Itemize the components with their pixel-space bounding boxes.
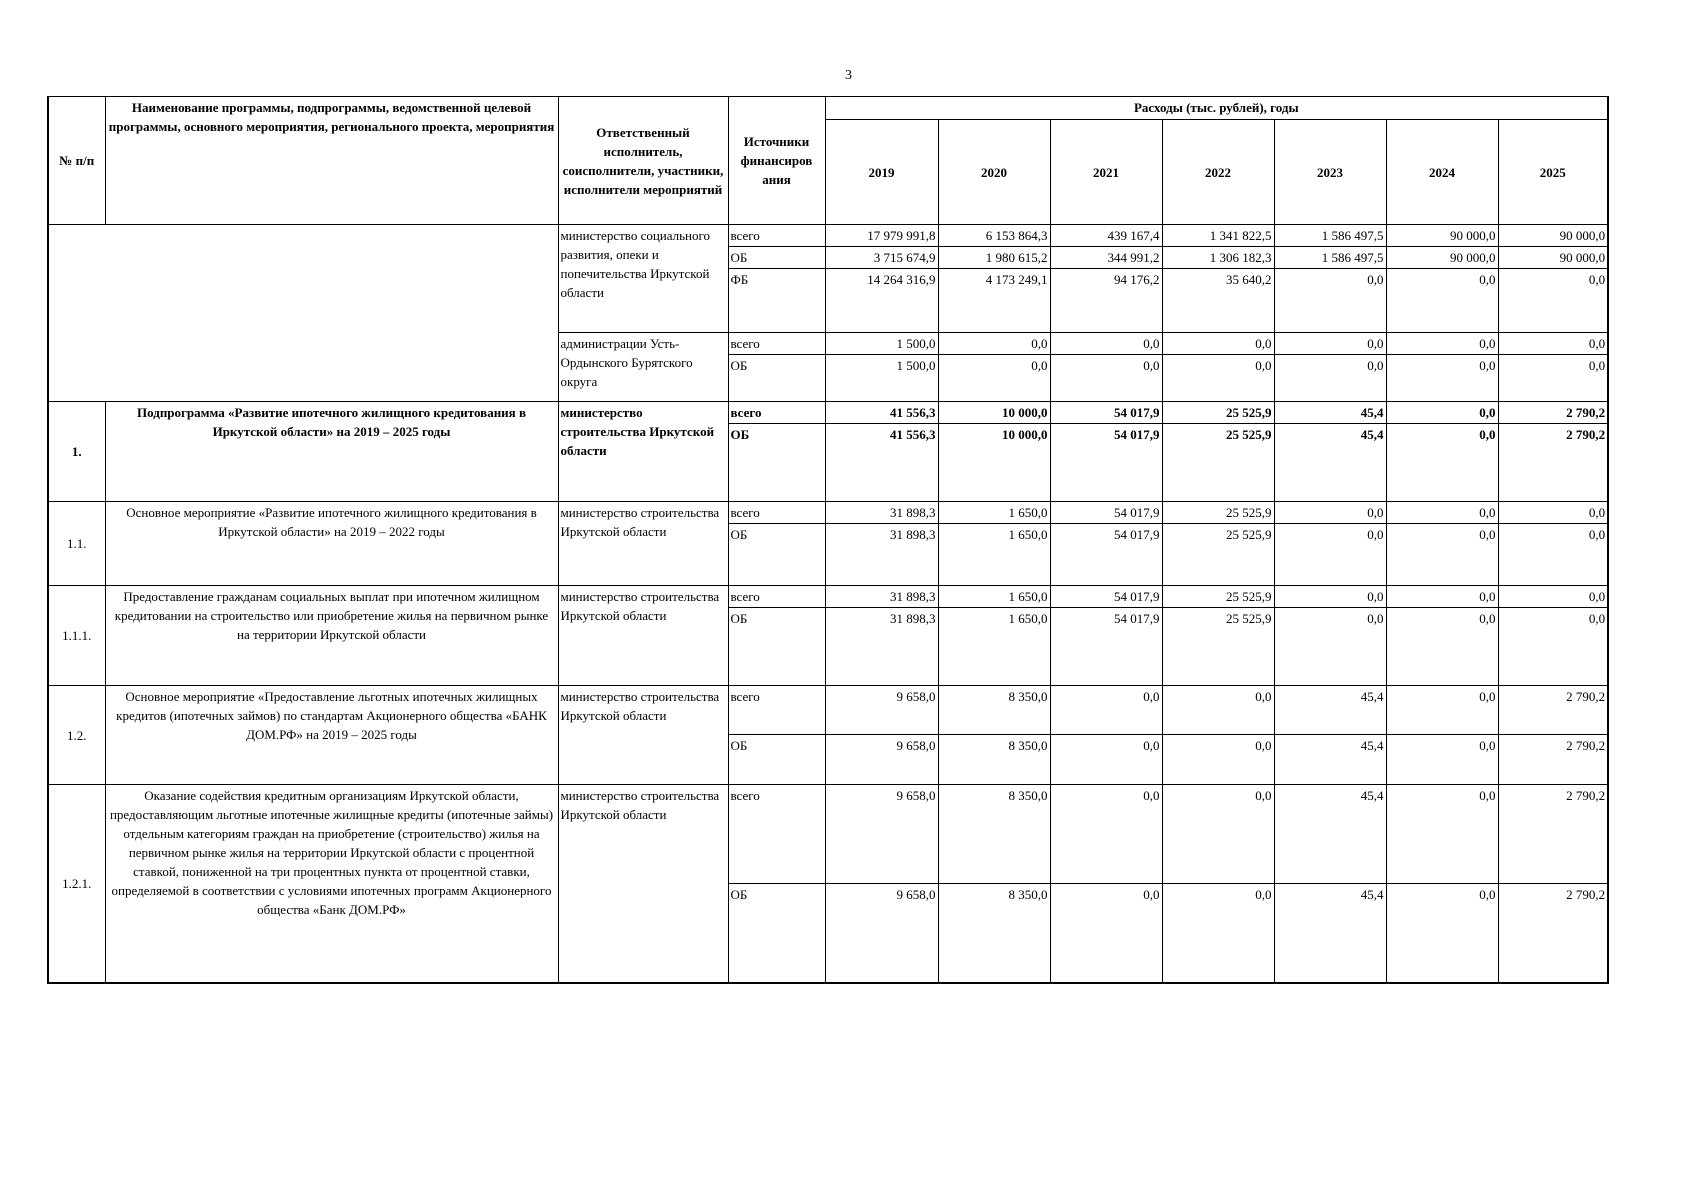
value-cell: 0,0: [1162, 785, 1274, 884]
value-cell: 90 000,0: [1498, 225, 1608, 247]
row-number: 1.2.1.: [48, 785, 105, 983]
header-num: № п/п: [48, 97, 105, 225]
source-cell: всего: [728, 586, 825, 608]
value-cell: 0,0: [1274, 524, 1386, 586]
header-name: Наименование программы, подпрограммы, ведомственной целевой программы, основного мероприятия, регионального проекта, мероприятия: [105, 97, 558, 225]
value-cell: 0,0: [938, 355, 1050, 402]
source-cell: всего: [728, 333, 825, 355]
value-cell: 8 350,0: [938, 735, 1050, 785]
value-cell: 9 658,0: [825, 686, 938, 735]
value-cell: 1 500,0: [825, 355, 938, 402]
value-cell: 1 500,0: [825, 333, 938, 355]
value-cell: 6 153 864,3: [938, 225, 1050, 247]
value-cell: 0,0: [1162, 333, 1274, 355]
value-cell: 0,0: [1274, 333, 1386, 355]
value-cell: 90 000,0: [1498, 247, 1608, 269]
value-cell: 0,0: [1162, 884, 1274, 983]
source-cell: ОБ: [728, 608, 825, 686]
value-cell: 9 658,0: [825, 735, 938, 785]
source-cell: всего: [728, 785, 825, 884]
source-cell: ФБ: [728, 269, 825, 333]
value-cell: 25 525,9: [1162, 524, 1274, 586]
source-cell: всего: [728, 402, 825, 424]
value-cell: 1 586 497,5: [1274, 247, 1386, 269]
value-cell: 45,4: [1274, 785, 1386, 884]
value-cell: 2 790,2: [1498, 884, 1608, 983]
value-cell: 2 790,2: [1498, 424, 1608, 502]
value-cell: 2 790,2: [1498, 735, 1608, 785]
value-cell: 14 264 316,9: [825, 269, 938, 333]
source-cell: ОБ: [728, 355, 825, 402]
value-cell: 0,0: [1050, 785, 1162, 884]
value-cell: 0,0: [1386, 586, 1498, 608]
value-cell: 31 898,3: [825, 502, 938, 524]
value-cell: 3 715 674,9: [825, 247, 938, 269]
value-cell: 0,0: [1498, 608, 1608, 686]
value-cell: 9 658,0: [825, 785, 938, 884]
value-cell: 0,0: [1162, 686, 1274, 735]
source-cell: ОБ: [728, 735, 825, 785]
value-cell: 0,0: [1050, 884, 1162, 983]
row-name: Подпрограмма «Развитие ипотечного жилищного кредитования в Иркутской области» на 2019 – 2025 годы: [105, 402, 558, 502]
value-cell: 0,0: [1386, 524, 1498, 586]
value-cell: 25 525,9: [1162, 502, 1274, 524]
value-cell: 0,0: [1386, 402, 1498, 424]
value-cell: 0,0: [1050, 333, 1162, 355]
value-cell: 54 017,9: [1050, 586, 1162, 608]
value-cell: 0,0: [1386, 608, 1498, 686]
row-name: Оказание содействия кредитным организациям Иркутской области, предоставляющим льготные ипотечные жилищные кредиты (ипотечные займы) отдельным категориям граждан на приобретение (строительство) жилья на первичном рынке жилья на территории Иркутской области с процентной ставкой, пониженной на три процентных пункта от процентной ставки, определяемой в соответствии с условиями ипотечных программ Акционерного общества «Банк ДОМ.РФ»: [105, 785, 558, 983]
value-cell: 0,0: [1162, 355, 1274, 402]
source-cell: всего: [728, 502, 825, 524]
value-cell: 2 790,2: [1498, 785, 1608, 884]
value-cell: 0,0: [1386, 785, 1498, 884]
source-cell: ОБ: [728, 247, 825, 269]
value-cell: 4 173 249,1: [938, 269, 1050, 333]
value-cell: 1 980 615,2: [938, 247, 1050, 269]
row-number: 1.1.: [48, 502, 105, 586]
row-number: 1.2.: [48, 686, 105, 785]
executor-cell: министерство строительства Иркутской области: [558, 686, 728, 785]
value-cell: 1 650,0: [938, 524, 1050, 586]
page-number: 3: [845, 68, 852, 83]
value-cell: 45,4: [1274, 424, 1386, 502]
header-source: Источники финансиров ания: [728, 97, 825, 225]
value-cell: 45,4: [1274, 884, 1386, 983]
value-cell: 31 898,3: [825, 524, 938, 586]
value-cell: 1 650,0: [938, 608, 1050, 686]
header-expenses: Расходы (тыс. рублей), годы: [825, 97, 1608, 120]
value-cell: 0,0: [1274, 269, 1386, 333]
value-cell: 0,0: [1386, 355, 1498, 402]
value-cell: 41 556,3: [825, 402, 938, 424]
value-cell: 0,0: [1274, 586, 1386, 608]
value-cell: 17 979 991,8: [825, 225, 938, 247]
value-cell: 0,0: [1386, 735, 1498, 785]
executor-cell: министерство строительства Иркутской области: [558, 586, 728, 686]
value-cell: 0,0: [1498, 524, 1608, 586]
value-cell: 8 350,0: [938, 884, 1050, 983]
value-cell: 1 341 822,5: [1162, 225, 1274, 247]
value-cell: 0,0: [1386, 502, 1498, 524]
value-cell: 8 350,0: [938, 686, 1050, 735]
value-cell: 54 017,9: [1050, 424, 1162, 502]
value-cell: 1 306 182,3: [1162, 247, 1274, 269]
value-cell: 0,0: [1162, 735, 1274, 785]
value-cell: 8 350,0: [938, 785, 1050, 884]
value-cell: 90 000,0: [1386, 247, 1498, 269]
header-executor: Ответственный исполнитель, соисполнители, участники, исполнители мероприятий: [558, 97, 728, 225]
value-cell: 25 525,9: [1162, 586, 1274, 608]
source-cell: ОБ: [728, 884, 825, 983]
continuation-blank-cell: [48, 225, 558, 402]
value-cell: 54 017,9: [1050, 402, 1162, 424]
value-cell: 41 556,3: [825, 424, 938, 502]
value-cell: 0,0: [1050, 735, 1162, 785]
header-year: 2024: [1386, 120, 1498, 225]
value-cell: 25 525,9: [1162, 424, 1274, 502]
source-cell: всего: [728, 686, 825, 735]
value-cell: 2 790,2: [1498, 686, 1608, 735]
value-cell: 344 991,2: [1050, 247, 1162, 269]
value-cell: 9 658,0: [825, 884, 938, 983]
executor-cell: министерство строительства Иркутской области: [558, 785, 728, 983]
value-cell: 0,0: [1498, 333, 1608, 355]
header-year: 2023: [1274, 120, 1386, 225]
executor-cell: министерство строительства Иркутской области: [558, 402, 728, 502]
value-cell: 54 017,9: [1050, 524, 1162, 586]
row-number: 1.1.1.: [48, 586, 105, 686]
executor-cell: администрации Усть-Ордынского Бурятского округа: [558, 333, 728, 402]
executor-cell: министерство строительства Иркутской области: [558, 502, 728, 586]
value-cell: 0,0: [1050, 686, 1162, 735]
value-cell: 10 000,0: [938, 424, 1050, 502]
value-cell: 1 650,0: [938, 586, 1050, 608]
row-name: Основное мероприятие «Предоставление льготных ипотечных жилищных кредитов (ипотечных займов) по стандартам Акционерного общества «БАНК ДОМ.РФ» на 2019 – 2025 годы: [105, 686, 558, 785]
value-cell: 0,0: [1498, 502, 1608, 524]
row-name: Основное мероприятие «Развитие ипотечного жилищного кредитования в Иркутской области» на 2019 – 2022 годы: [105, 502, 558, 586]
header-year: 2025: [1498, 120, 1608, 225]
value-cell: 45,4: [1274, 402, 1386, 424]
header-year: 2021: [1050, 120, 1162, 225]
value-cell: 0,0: [1386, 269, 1498, 333]
value-cell: 10 000,0: [938, 402, 1050, 424]
value-cell: 1 650,0: [938, 502, 1050, 524]
value-cell: 0,0: [1386, 424, 1498, 502]
value-cell: 0,0: [1386, 686, 1498, 735]
value-cell: 31 898,3: [825, 586, 938, 608]
value-cell: 0,0: [1498, 586, 1608, 608]
value-cell: 31 898,3: [825, 608, 938, 686]
value-cell: 45,4: [1274, 686, 1386, 735]
header-year: 2022: [1162, 120, 1274, 225]
value-cell: 54 017,9: [1050, 608, 1162, 686]
value-cell: 0,0: [1386, 333, 1498, 355]
value-cell: 54 017,9: [1050, 502, 1162, 524]
value-cell: 0,0: [1386, 884, 1498, 983]
value-cell: 1 586 497,5: [1274, 225, 1386, 247]
header-year: 2020: [938, 120, 1050, 225]
row-name: Предоставление гражданам социальных выплат при ипотечном жилищном кредитовании на строительство или приобретение жилья на первичном рынке на территории Иркутской области: [105, 586, 558, 686]
value-cell: 94 176,2: [1050, 269, 1162, 333]
header-year: 2019: [825, 120, 938, 225]
source-cell: ОБ: [728, 424, 825, 502]
value-cell: 0,0: [1274, 355, 1386, 402]
value-cell: 2 790,2: [1498, 402, 1608, 424]
row-number: 1.: [48, 402, 105, 502]
value-cell: 90 000,0: [1386, 225, 1498, 247]
value-cell: 439 167,4: [1050, 225, 1162, 247]
value-cell: 0,0: [1498, 269, 1608, 333]
value-cell: 0,0: [1274, 502, 1386, 524]
value-cell: 0,0: [1498, 355, 1608, 402]
budget-table: [47, 96, 1609, 984]
source-cell: всего: [728, 225, 825, 247]
value-cell: 0,0: [1050, 355, 1162, 402]
value-cell: 0,0: [1274, 608, 1386, 686]
value-cell: 35 640,2: [1162, 269, 1274, 333]
executor-cell: министерство социального развития, опеки и попечительства Иркутской области: [558, 225, 728, 333]
value-cell: 0,0: [938, 333, 1050, 355]
value-cell: 25 525,9: [1162, 402, 1274, 424]
source-cell: ОБ: [728, 524, 825, 586]
value-cell: 45,4: [1274, 735, 1386, 785]
value-cell: 25 525,9: [1162, 608, 1274, 686]
